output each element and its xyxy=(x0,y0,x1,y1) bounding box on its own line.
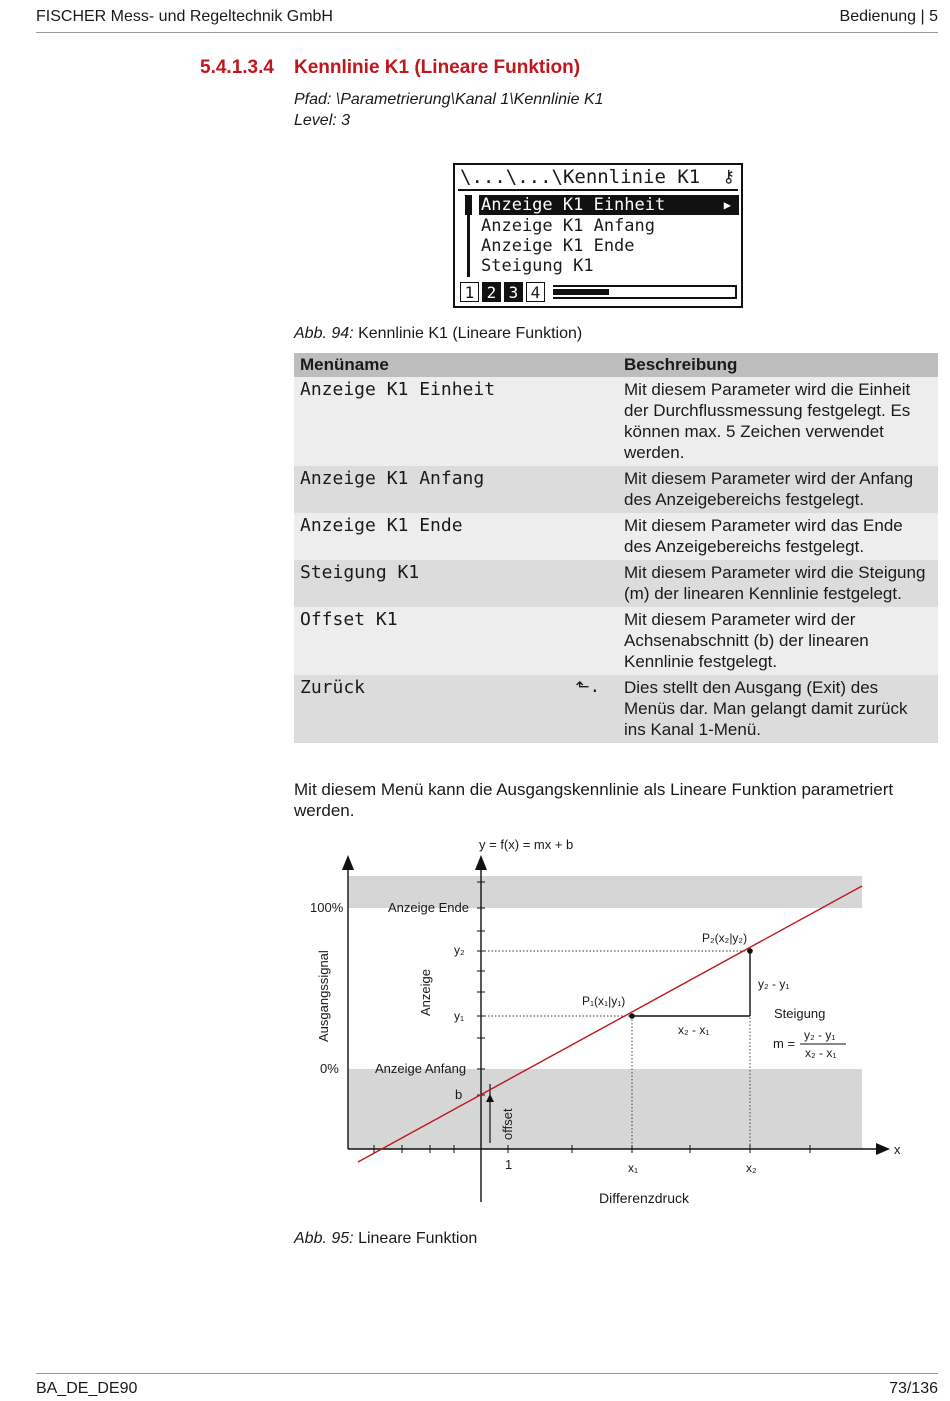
arrow-right-icon: ▶ xyxy=(723,198,731,212)
label-differenzdruck: Differenzdruck xyxy=(599,1190,690,1206)
menu-name: Anzeige K1 Einheit xyxy=(294,377,612,466)
label-y1: y₁ xyxy=(454,1009,465,1023)
label-steigung: Steigung xyxy=(774,1006,826,1021)
column-header-name: Menüname xyxy=(294,353,612,377)
menu-path xyxy=(294,89,604,131)
lcd-item-anzeige-ende[interactable]: Anzeige K1 Ende xyxy=(481,236,635,256)
lcd-item-steigung[interactable]: Steigung K1 xyxy=(481,256,594,276)
figure-caption-95: Abb. 95: Lineare Funktion xyxy=(294,1230,478,1247)
lcd-key-2[interactable]: 2 xyxy=(482,282,501,302)
page-footer xyxy=(36,1373,938,1400)
lcd-bar-end xyxy=(735,285,737,299)
linear-function-diagram xyxy=(290,830,920,1215)
chapter-label: Bedienung | 5 xyxy=(839,8,938,25)
y-axis-arrow xyxy=(475,855,487,870)
menu-description: Dies stellt den Ausgang (Exit) des Menüs dar. Man gelangt damit zurück ins Kanal 1-Menü. xyxy=(612,675,938,743)
figure-caption-94: Abb. 94: Kennlinie K1 (Lineare Funktion) xyxy=(294,325,583,342)
section-title: Kennlinie K1 (Lineare Funktion) xyxy=(294,57,581,78)
body-text: Mit diesem Menü kann die Ausgangskennlinie als Lineare Funktion parametriert werden. xyxy=(294,780,894,820)
label-100-percent: 100% xyxy=(310,900,344,915)
x-axis-arrow xyxy=(876,1143,890,1155)
table-row xyxy=(294,560,938,607)
table-row xyxy=(294,466,938,513)
lcd-bar-top xyxy=(553,285,737,287)
company-name: FISCHER Mess- und Regeltechnik GmbH xyxy=(36,8,333,25)
band-bottom xyxy=(348,1069,862,1149)
label-p1: P₁(x₁|y₁) xyxy=(582,994,626,1008)
menu-description: Mit diesem Parameter wird der Anfang des Anzeigebereichs festgelegt. xyxy=(612,466,938,513)
menu-name: Zurück ⬑. xyxy=(294,675,612,743)
label-y2: y₂ xyxy=(454,943,465,957)
lcd-item-anzeige-anfang[interactable]: Anzeige K1 Anfang xyxy=(481,216,655,236)
section-heading xyxy=(200,57,580,79)
table-row xyxy=(294,675,938,743)
key-icon: ⚷ xyxy=(722,167,735,187)
menu-description: Mit diesem Parameter wird das Ende des Anzeigebereichs festgelegt. xyxy=(612,513,938,560)
left-axis-arrow xyxy=(342,855,354,870)
back-icon: ⬑. xyxy=(575,677,600,697)
label-one: 1 xyxy=(505,1157,513,1172)
label-offset: offset xyxy=(500,1108,515,1140)
table-row xyxy=(294,513,938,560)
menu-description: Mit diesem Parameter wird die Einheit der Durchflussmessung festgelegt. Es können max. 5 Zeichen verwendet werden. xyxy=(612,377,938,466)
lcd-key-1[interactable]: 1 xyxy=(460,282,479,302)
lcd-display xyxy=(453,163,743,308)
label-dy: y₂ - y₁ xyxy=(758,977,790,991)
level-text: Level: 3 xyxy=(294,112,351,129)
label-x-axis: x xyxy=(894,1142,901,1157)
menu-description: Mit diesem Parameter wird der Achsenabschnitt (b) der linearen Kennlinie festgelegt. xyxy=(612,607,938,675)
lcd-bar-fill xyxy=(553,289,609,295)
menu-description: Mit diesem Parameter wird die Steigung (m) der linearen Kennlinie festgelegt. xyxy=(612,560,938,607)
column-header-desc: Beschreibung xyxy=(612,353,938,377)
page-header xyxy=(36,8,938,33)
menu-name: Steigung K1 xyxy=(294,560,612,607)
table-row xyxy=(294,607,938,675)
lcd-title-rule xyxy=(458,189,738,191)
point-p1 xyxy=(629,1013,635,1019)
menu-table xyxy=(294,353,938,743)
lcd-key-3[interactable]: 3 xyxy=(504,282,523,302)
lcd-key-row xyxy=(460,282,548,304)
label-anzeige-anfang: Anzeige Anfang xyxy=(375,1061,467,1076)
lcd-item-anzeige-einheit[interactable]: Anzeige K1 Einheit ▶ xyxy=(479,195,739,215)
label-m-denominator: x₂ - x₁ xyxy=(805,1046,837,1060)
label-anzeige: Anzeige xyxy=(418,969,433,1016)
label-b: b xyxy=(455,1087,463,1102)
label-m-equals: m = xyxy=(773,1036,796,1051)
label-anzeige-ende: Anzeige Ende xyxy=(388,900,469,915)
path-text: Pfad: \Parametrierung\Kanal 1\Kennlinie K1 xyxy=(294,91,604,108)
label-ausgangssignal: Ausgangssignal xyxy=(316,950,331,1042)
point-p2 xyxy=(747,948,753,954)
lcd-title: \...\...\Kennlinie K1 xyxy=(460,166,701,188)
menu-name: Offset K1 xyxy=(294,607,612,675)
lcd-scroll-thumb xyxy=(465,195,472,215)
menu-name: Anzeige K1 Anfang xyxy=(294,466,612,513)
menu-name: Anzeige K1 Ende xyxy=(294,513,612,560)
document-id: BA_DE_DE90 xyxy=(36,1380,138,1397)
formula-label: y = f(x) = mx + b xyxy=(479,837,574,852)
label-m-numerator: y₂ - y₁ xyxy=(804,1028,836,1042)
label-x1: x₁ xyxy=(628,1161,639,1175)
label-0-percent: 0% xyxy=(320,1061,339,1076)
label-p2: P₂(x₂|y₂) xyxy=(702,931,748,945)
table-row xyxy=(294,377,938,466)
label-dx: x₂ - x₁ xyxy=(678,1023,710,1037)
page-number: 73/136 xyxy=(889,1380,938,1397)
lcd-key-4[interactable]: 4 xyxy=(526,282,545,302)
label-x2: x₂ xyxy=(746,1161,757,1175)
section-number: 5.4.1.3.4 xyxy=(200,57,274,78)
lcd-bar-bottom xyxy=(553,297,737,299)
